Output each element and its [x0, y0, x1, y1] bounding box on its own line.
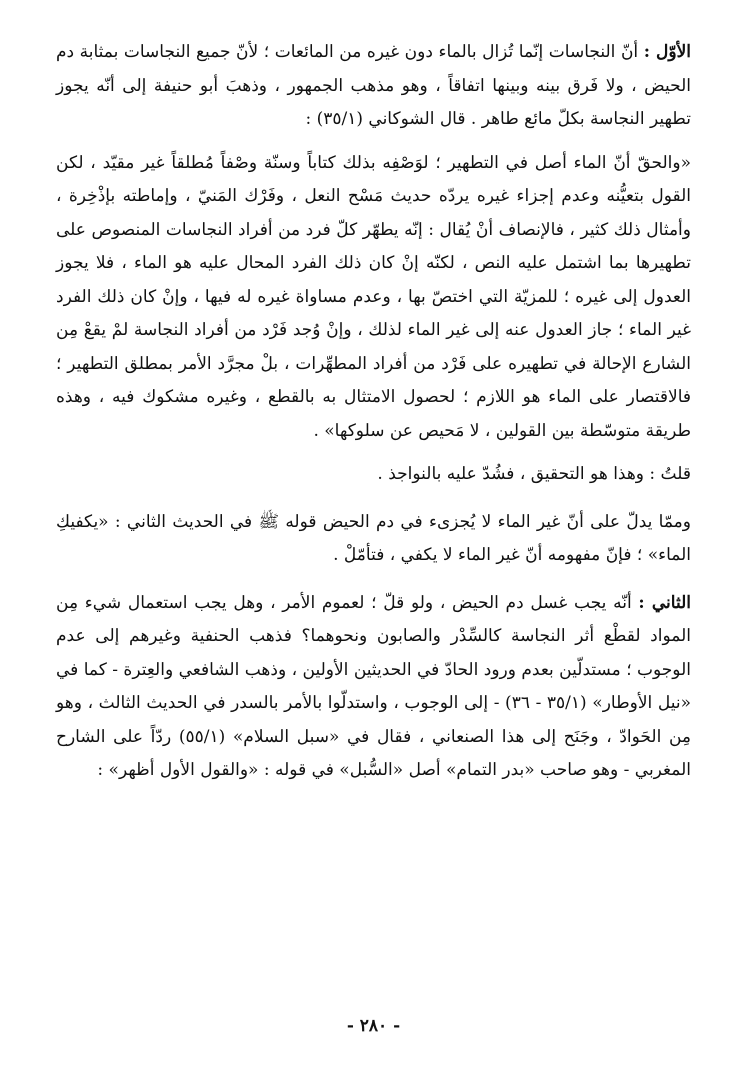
- paragraph-text: أنّه يجب غسل دم الحيض ، ولو قلّ ؛ لعموم الأمر ، وهل يجب استعمال شيء مِن المواد لقطْع أثر النجاسة كالسِّدْر والصابون ونحوهما؟ فذهب الحنفية وغيرهم إلى عدم الوجوب ؛ مستدلّين بعدم ورود الحادّ في الحديثين الأولين ، وذهب الشافعي والعِترة - كما في «نيل الأوطار» (٣٥/١ - ٣٦) - إلى الوجوب ، واستدلّوا بالأمر بالسدر في الحديث الثالث ، وهو مِن الحَوادّ ، وجَنَح إلى هذا الصنعاني ، فقال في «سبل السلام» (٥٥/١) ردّاً على الشارح المغربي - وهو صاحب «بدر التمام» أصل «السُّبل» في قوله : «والقول الأول أظهر» :: [56, 592, 692, 780]
- paragraph-second-point: [56, 587, 691, 788]
- paragraph-text: قلتُ : وهذا هو التحقيق ، فشُدّ عليه بالنواجذ .: [377, 464, 691, 484]
- spacer: [56, 137, 691, 147]
- paragraph-lead: الأوّل :: [643, 42, 691, 62]
- page-number: - ٢٨٠ -: [346, 1016, 401, 1036]
- paragraph-first-point: [56, 36, 691, 137]
- paragraph-author-comment: [56, 458, 691, 492]
- spacer: [56, 573, 691, 587]
- paragraph-text: أنّ النجاسات إنّما تُزال بالماء دون غيره من المائعات ؛ لأنّ جميع النجاسات بمثابة دم الحيض ، ولا فَرق بينه وبينها اتفاقاً ، وهو مذهب الجمهور ، وذهبَ أبو حنيفة إلى أنّه يجوز تطهير النجاسة بكلّ مائع طاهر . قال الشوكاني (٣٥/١) :: [56, 42, 691, 129]
- paragraph-lead: الثاني :: [638, 592, 691, 613]
- paragraph-hadith-evidence: [56, 506, 691, 573]
- paragraph-shawkani-quote: [56, 147, 691, 449]
- spacer: [56, 492, 691, 506]
- paragraph-text: وممّا يدلّ على أنّ غير الماء لا يُجزىء في دم الحيض قوله ﷺ في الحديث الثاني : «يكفيكِ الماء» ؛ فإنّ مفهومه أنّ غير الماء لا يكفي ، فتأمّلْ .: [56, 511, 691, 565]
- paragraph-text: «والحقّ أنّ الماء أصل في التطهير ؛ لوَصْفِه بذلك كتاباً وسنّة وصْفاً مُطلقاً غير مقيّد ، لكن القول بتعيُّنه وعدم إجزاء غيره يردّه حديث مَسْح النعل ، وفَرْك المَنيّ ، وإماطته بإذْخِرة ، وأمثال ذلك كثير ، فالإنصاف أنْ يُقال : إنّه يطهّر كلّ فرد من أفراد النجاسات المنصوص على تطهيرها بما اشتمل عليه النص ، لكنّه إنْ كان ذلك الفرد المحال عليه هو الماء ، فلا يجوز العدول إلى غيره ؛ للمزيّة التي اختصّ بها ، وعدم مساواة غيره له فيها ، وإنْ كان ذلك الفرد غير الماء ؛ جاز العدول عنه إلى غير الماء لذلك ، وإنْ وُجد فَرْد من أفراد النجاسة لمْ يقعْ مِن الشارع الإحالة في تطهيره على فَرْد من أفراد المطهِّرات ، بلْ مجرَّد الأمر بمطلق التطهير ؛ فالاقتصار على الماء هو اللازم ؛ لحصول الامتثال به بالقطع ، وغيره مشكوك فيه ، وهذه طريقة متوسّطة بين القولين ، لا مَحيص عن سلوكها» .: [56, 152, 691, 441]
- spacer: [56, 448, 691, 458]
